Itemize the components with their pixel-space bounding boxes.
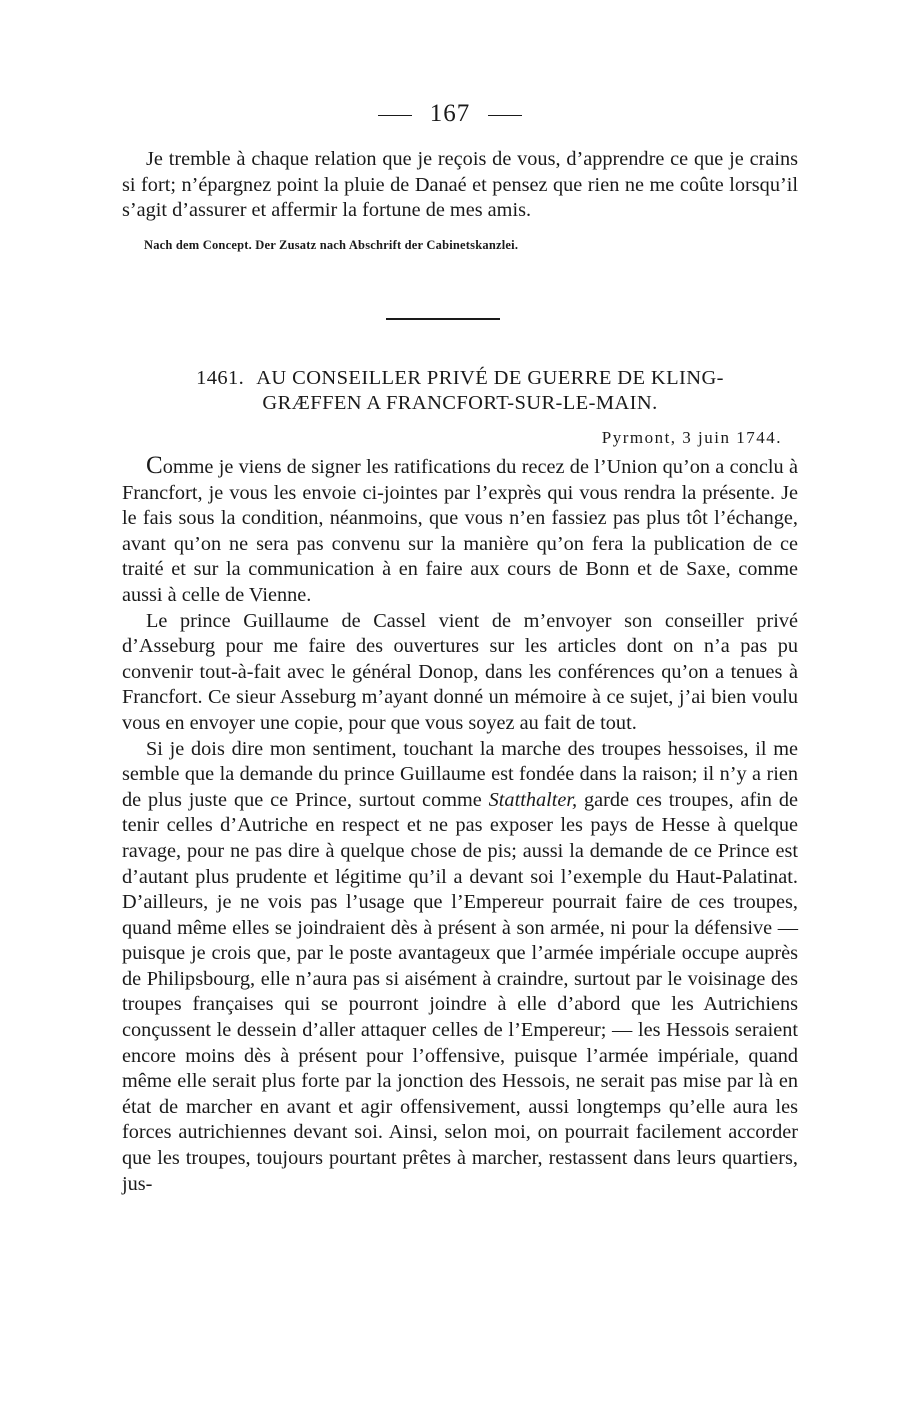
paragraph-3-text-b: garde ces troupes, afin de tenir celles d’Autriche en respect et ne pas exposer les pays de Hesse à quelque ravage, pour ne pas dire à quelque chose de pis; aussi la demande de ce Prince est d’autant plus prudente et légitime qu’il a devant soi l’exemple du Haut-Palatinat. D’ailleurs, je ne vois pas l’usage que l’Empereur pourrait faire de ces troupes, quand même elles se joindraient dès à présent à son armée, ni pour la défensive — puisque je crois que, par le poste avantageux que l’armée impériale occupe auprès de Philipsbourg, elle n’aura pas si aisément à craindre, surtout par le voisinage des troupes françaises qui se pourront joindre à elle d’abord que les Autrichiens conçussent le dessein d’aller attaquer celles de l’Empereur; — les Hessois seraient encore moins dès à présent pour l’offensive, puisque l’armée impériale, quand même elle serait plus forte par la jonction des Hessois, ne serait pas mise par là en état de marcher en avant et agir offensivement, aussi longtemps qu’elle aura les forces autrichiennes devant soi. Ainsi, selon moi, on pourrait facilement accorder que les troupes, toujours pourtant prêtes à marcher, restassent dans leurs quartiers, jus- bbox=[122, 788, 798, 1195]
body-paragraph-1 bbox=[122, 453, 798, 609]
letter-heading bbox=[118, 366, 802, 416]
header-dash-left bbox=[378, 115, 412, 117]
page-number: 167 bbox=[429, 100, 471, 127]
section-divider bbox=[386, 318, 500, 320]
italic-term: Statthalter, bbox=[488, 788, 578, 811]
body-paragraph-2: Le prince Guillaume de Cassel vient de m’envoyer son conseiller privé d’Asseburg pour me faire des ouvertures sur les articles dont on n’a pas pu convenir tout-à-fait avec le général Donop, dans les conférences qu’on a tenues à Francfort. Ce sieur Asseburg m’ayant donné un mémoire à ce sujet, j’ai bien voulu vous en envoyer une copie, pour que vous soyez au fait de tout. bbox=[122, 609, 798, 734]
letter-dateline: Pyrmont, 3 juin 1744. bbox=[601, 428, 782, 447]
closing-paragraph: Je tremble à chaque relation que je reçois de vous, d’apprendre ce que je crains si fort; n’épargnez point la pluie de Danaé et pensez que rien ne me coûte lorsqu’il s’agit d’assurer et affermir la fortune de mes amis. bbox=[122, 148, 798, 222]
letter-title-line-2: GRÆFFEN A FRANCFORT-SUR-LE-MAIN. bbox=[262, 392, 658, 414]
body-paragraph-3 bbox=[122, 737, 798, 1198]
letter-body bbox=[122, 453, 798, 1197]
paragraph-3-text-a: Si je dois dire mon sentiment, touchant la marche des troupes hessoises, il me semble que la demande du prince Guillaume est fondée dans la raison; il n’y a rien de plus juste que ce Prince, surtout comme bbox=[122, 737, 798, 811]
source-note: Nach dem Concept. Der Zusatz nach Abschrift der Cabinetskanzlei. bbox=[144, 237, 519, 252]
header-dash-right bbox=[488, 115, 522, 117]
letter-number: 1461. bbox=[196, 367, 245, 389]
letter-title-text: AU CONSEILLER PRIVÉ DE GUERRE DE KLING- bbox=[256, 367, 724, 389]
letter-title-line-1 bbox=[118, 366, 802, 391]
paragraph-1-text: omme je viens de signer les ratifications du recez de l’Union qu’on a conclu à Francfort, je vous les envoie ci-jointes par l’exprès qui vous rendra la présente. Je le fais sous la condition, néanmoins, que vous n’en fassiez pas plus tôt l’échange, avant qu’on ne sera pas convenu sur la manière qu’on fera la publication de ce traité et sur la communication à en faire aux cours de Bonn et de Saxe, comme aussi à celle de Vienne. bbox=[122, 456, 798, 606]
initial-letter: C bbox=[146, 452, 163, 479]
previous-letter-section bbox=[122, 147, 798, 253]
page-header bbox=[0, 100, 900, 128]
